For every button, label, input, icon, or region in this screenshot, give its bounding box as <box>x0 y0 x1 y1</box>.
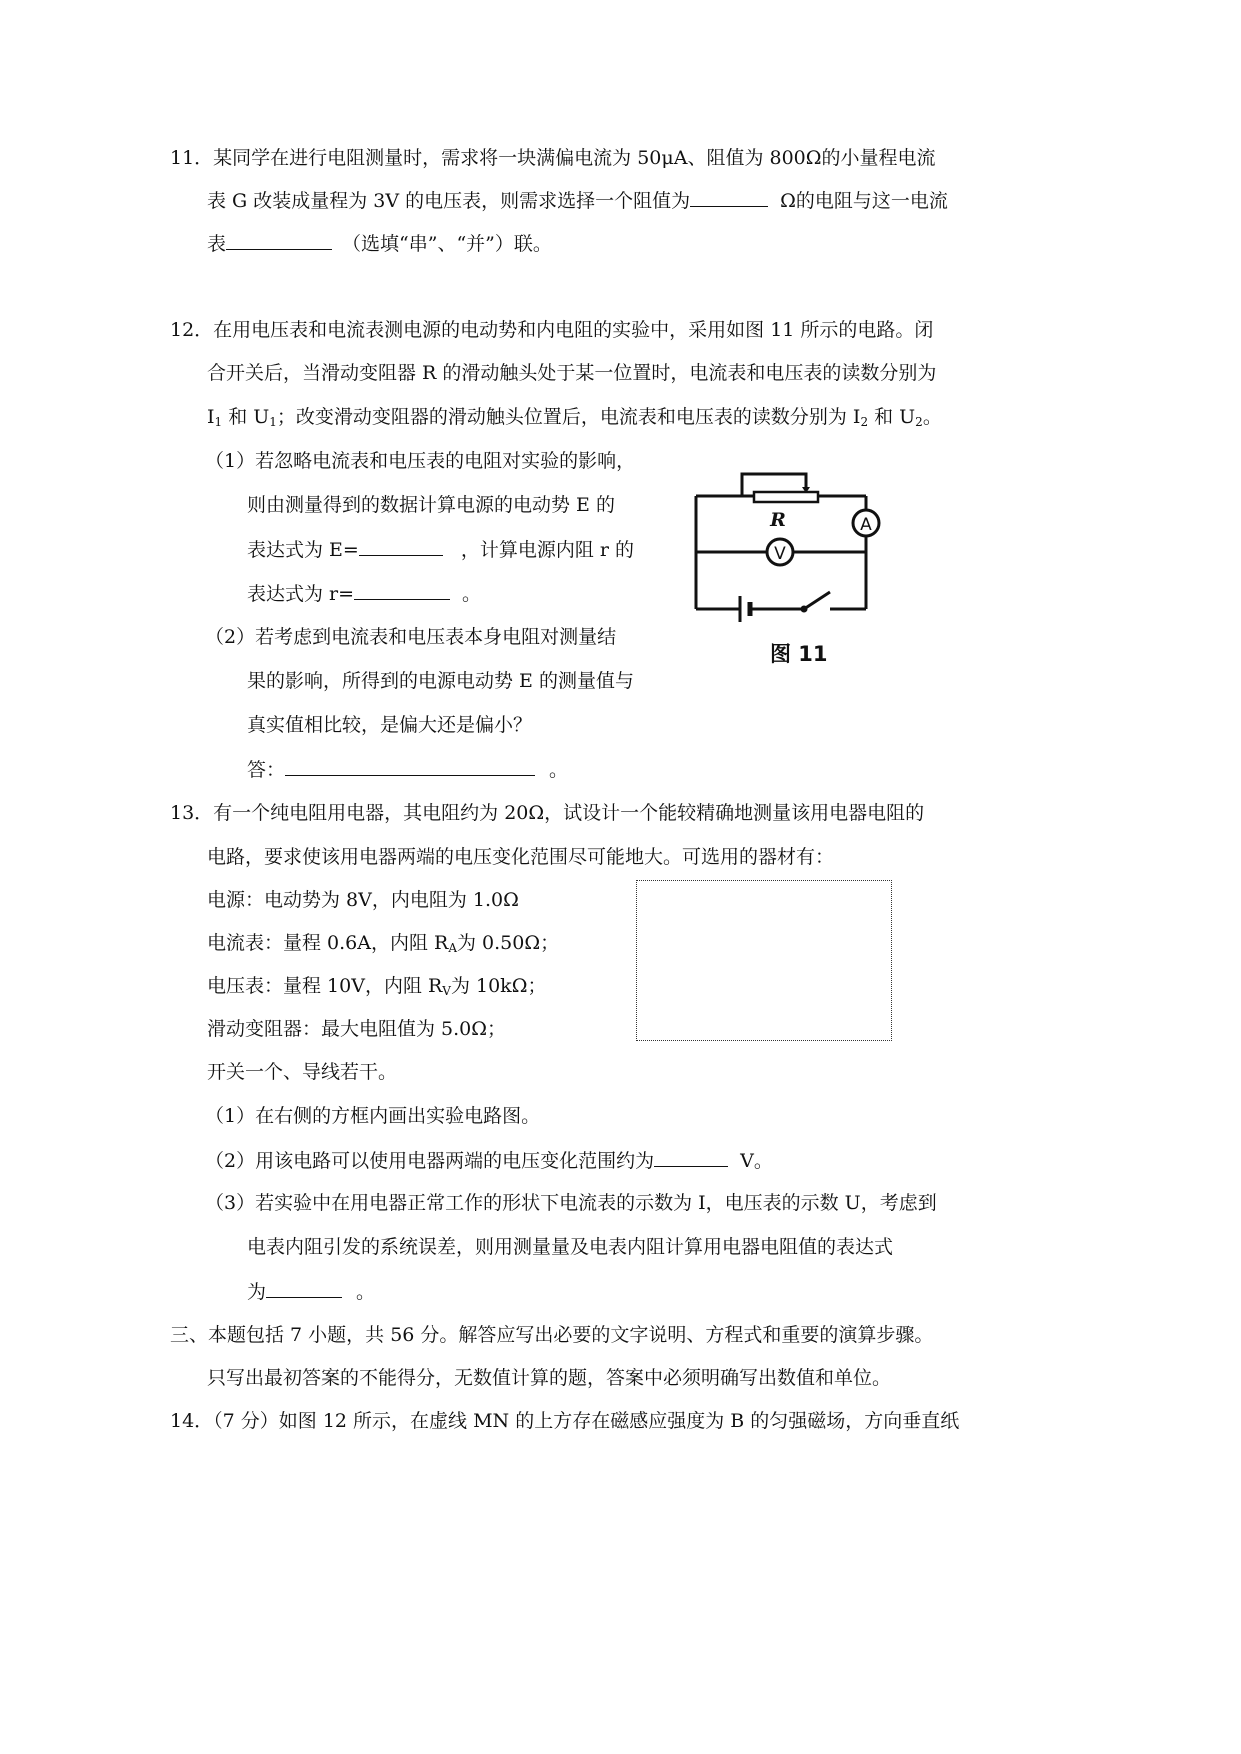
resistor-label: R <box>770 509 786 531</box>
q12-emf-blank[interactable] <box>359 537 443 556</box>
q13-voltmeter-text: 电压表：量程 10V，内阻 R <box>207 975 443 997</box>
q13-item-rheostat: 滑动变阻器：最大电阻值为 5.0Ω； <box>207 1018 507 1040</box>
q13-item-source: 电源：电动势为 8V，内电阻为 1.0Ω <box>207 889 519 911</box>
switch-blade <box>804 592 830 609</box>
q13-part3-line2: 电表内阻引发的系统误差，则用测量量及电表内阻计算用电器电阻值的表达式 <box>247 1236 894 1258</box>
circuit-drawing-box[interactable] <box>636 880 892 1041</box>
q12-u2-sub: 2 <box>915 415 923 429</box>
voltmeter-letter: V <box>774 544 786 564</box>
q12-line1: 12．在用电压表和电流表测电源的电动势和内电阻的实验中，采用如图 11 所示的电路。闭 <box>170 319 934 341</box>
q12-i1: I <box>207 406 215 428</box>
q13-ammeter-sub: A <box>448 941 457 955</box>
q13-part3-line1: （3）若实验中在用电器正常工作的形状下电流表的示数为 I，电压表的示数 U，考虑到 <box>205 1192 937 1214</box>
q13-item-ammeter <box>207 931 559 955</box>
q12-answer-end: 。 <box>549 759 569 781</box>
q11-line1: 11．某同学在进行电阻测量时，需求将一块满偏电流为 50μA、阻值为 800Ω的小量程电流 <box>170 147 936 169</box>
q13-voltmeter-sub: V <box>442 984 451 998</box>
q13-part3-prefix: 为 <box>247 1281 267 1303</box>
q11-resistance-blank[interactable] <box>690 188 768 207</box>
q13-voltmeter-tail: 为 10kΩ； <box>450 975 547 997</box>
q11-connection-blank[interactable] <box>226 231 332 250</box>
q12-r-blank[interactable] <box>354 581 450 600</box>
q13-part1: （1）在右侧的方框内画出实验电路图。 <box>205 1105 541 1127</box>
q13-part2 <box>205 1148 773 1173</box>
q12-part2-line3: 真实值相比较，是偏大还是偏小？ <box>247 714 533 736</box>
q12-emf-label: 表达式为 E= <box>247 539 359 561</box>
q11-line3-tail: （选填“串”、“并”）联。 <box>342 233 552 255</box>
q12-line3-mid: ；改变滑动变阻器的滑动触头位置后，电流表和电压表的读数分别为 I <box>276 406 861 428</box>
rheostat-body <box>754 492 818 502</box>
q12-line3 <box>207 405 942 429</box>
q14-line1: 14．（7 分）如图 12 所示，在虚线 MN 的上方存在磁感应强度为 B 的匀强磁场，方向垂直纸 <box>170 1410 960 1432</box>
switch-pivot <box>801 606 808 613</box>
q12-r-end: 。 <box>462 583 482 605</box>
q12-i1-sub: 1 <box>214 415 223 429</box>
q13-part3-end: 。 <box>356 1281 376 1303</box>
figure-11-label: 图 11 <box>770 642 828 666</box>
q13-ammeter-text: 电流表：量程 0.6A，内阻 R <box>207 932 449 954</box>
section3-line2: 只写出最初答案的不能得分，无数值计算的题，答案中必须明确写出数值和单位。 <box>207 1367 892 1389</box>
q13-part2-unit: V。 <box>740 1150 773 1172</box>
q12-part2-line1: （2）若考虑到电流表和电压表本身电阻对测量结 <box>205 626 617 648</box>
q12-part1-line4 <box>247 581 481 606</box>
q11-line3-text: 表 <box>207 233 227 255</box>
q12-r-label: 表达式为 r= <box>247 583 355 605</box>
q12-u1: 和 U <box>222 406 270 428</box>
q12-line3-end: 。 <box>922 406 942 428</box>
q13-item-voltmeter <box>207 974 546 998</box>
q12-answer-label: 答： <box>247 759 286 781</box>
section3-line1: 三、本题包括 7 小题，共 56 分。解答应写出必要的文字说明、方程式和重要的演算步骤。 <box>170 1324 934 1346</box>
q12-line2: 合开关后，当滑动变阻器 R 的滑动触头处于某一位置时，电流表和电压表的读数分别为 <box>207 362 937 384</box>
q12-answer-line <box>247 757 568 782</box>
q13-line1: 13．有一个纯电阻用电器，其电阻约为 20Ω，试设计一个能较精确地测量该用电器电阻的 <box>170 802 925 824</box>
q12-line3-tail: ，计算电源内阻 r 的 <box>460 539 635 561</box>
figure-11-circuit <box>690 466 890 636</box>
q11-line2-text: 表 G 改装成量程为 3V 的电压表，则需求选择一个阻值为 <box>207 190 691 212</box>
q13-item-switch: 开关一个、导线若干。 <box>207 1061 398 1083</box>
q12-part1-line1: （1）若忽略电流表和电压表的电阻对实验的影响， <box>205 450 636 472</box>
q13-voltage-range-blank[interactable] <box>654 1148 728 1167</box>
q13-line2: 电路，要求使该用电器两端的电压变化范围尽可能地大。可选用的器材有： <box>207 846 835 868</box>
q12-part1-line3 <box>247 537 634 562</box>
q12-part2-line2: 果的影响，所得到的电源电动势 E 的测量值与 <box>247 670 634 692</box>
q13-expression-blank[interactable] <box>266 1279 342 1298</box>
q11-line3 <box>207 231 552 256</box>
q11-line2-tail: Ω的电阻与这一电流 <box>780 190 948 212</box>
q12-i2-sub: 2 <box>860 415 869 429</box>
q12-u1-sub: 1 <box>269 415 277 429</box>
q12-u2: 和 U <box>868 406 916 428</box>
q13-part2-text: （2）用该电路可以使用电器两端的电压变化范围约为 <box>205 1150 655 1172</box>
ammeter-letter: A <box>860 515 872 535</box>
q12-part1-line2: 则由测量得到的数据计算电源的电动势 E 的 <box>247 494 615 516</box>
q13-part3-line3 <box>247 1279 375 1304</box>
q11-line2 <box>207 188 948 213</box>
q12-answer-blank[interactable] <box>285 757 535 776</box>
q13-ammeter-tail: 为 0.50Ω； <box>457 932 560 954</box>
